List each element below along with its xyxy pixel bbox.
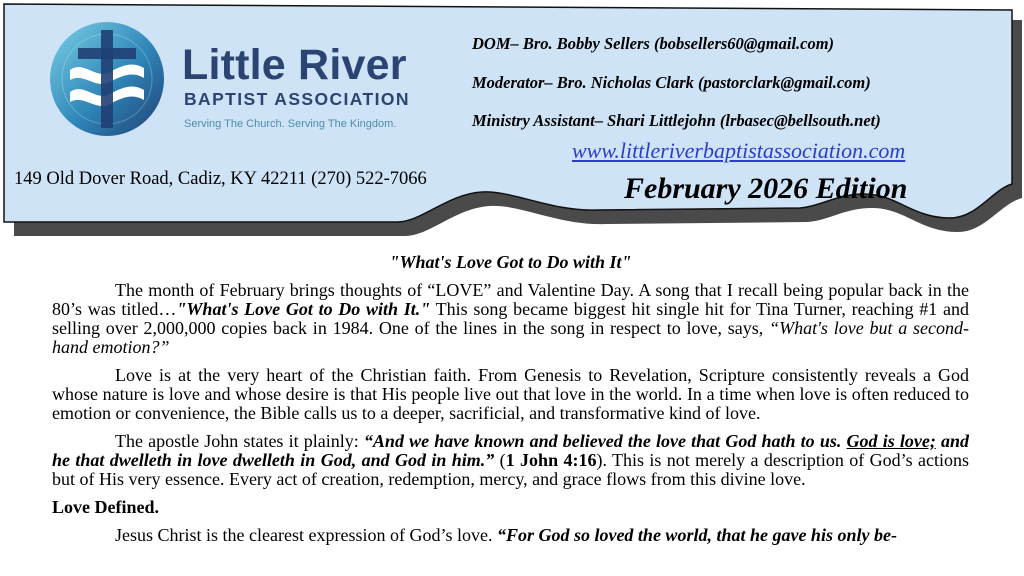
contact-dom: DOM– Bro. Bobby Sellers (bobsellers60@gmail.com) — [472, 34, 835, 53]
paragraph-2: Love is at the very heart of the Christian faith. From Genesis to Revelation, Scripture consistently reveals a God whose nature is love and whose desire is that His people live out that love in the world. In a time when love is often reduced to emotion or convenience, the Bible calls us to a deeper, sacrificial, and transformative kind of love. — [52, 365, 969, 423]
p3-text-cont: ). This is not merely a description of God’s actions but of His very essence. Every act of creation, redemption, mercy, and grace flows from this divine love. — [52, 450, 970, 489]
scripture-reference: 1 John 4:16 — [505, 450, 597, 470]
contact-ministry-assistant: Ministry Assistant– Shari Littlejohn (lrbasec@bellsouth.net) — [472, 111, 881, 130]
article-body — [52, 253, 969, 554]
song-title: "What's Love Got to Do with It." — [176, 299, 431, 319]
paragraph-4 — [52, 526, 969, 545]
p1-text: The month of February brings thoughts of “LOVE” and Valentine Day. A song that I recall being popular back in the 80’s was titled… — [52, 280, 969, 319]
little-river-logo-icon — [48, 20, 166, 138]
scripture-quote-cont: and he that dwelleth in love dwelleth in God, and God in him.” — [52, 431, 969, 470]
paragraph-3 — [52, 432, 969, 489]
p3-paren: ( — [494, 450, 506, 470]
scripture-quote: “And we have known and believed the love that God hath to us. — [363, 431, 847, 451]
edition-title: February 2026 Edition — [624, 172, 908, 205]
scripture-quote-underlined: God is love; — [846, 431, 936, 451]
song-lyric-quote: “What's love but a second-hand emotion?” — [52, 318, 969, 357]
scripture-quote-john: “For God so loved the world, that he gave his only be- — [496, 525, 897, 545]
p3-text: The apostle John states it plainly: — [115, 431, 364, 451]
section-heading: Love Defined. — [52, 497, 159, 517]
address-phone: 149 Old Dover Road, Cadiz, KY 42211 (270) 522-7066 — [14, 169, 427, 189]
contact-moderator: Moderator– Bro. Nicholas Clark (pastorclark@gmail.com) — [472, 73, 871, 92]
logo-title: Little River — [182, 41, 407, 89]
website-link[interactable]: www.littleriverbaptistassociation.com — [572, 138, 906, 163]
p1-text-cont: This song became biggest hit single hit for Tina Turner, reaching #1 and selling over 2,000,000 copies back in 1984. One of the lines in the song in respect to love, says, — [52, 299, 969, 338]
p4-text: Jesus Christ is the clearest expression of God’s love. — [115, 525, 497, 545]
logo-tagline: Serving The Church. Serving The Kingdom. — [184, 118, 397, 130]
paragraph-1 — [52, 281, 969, 357]
article-title: "What's Love Got to Do with It" — [389, 252, 632, 272]
logo-subtitle: BAPTIST ASSOCIATION — [184, 89, 410, 109]
